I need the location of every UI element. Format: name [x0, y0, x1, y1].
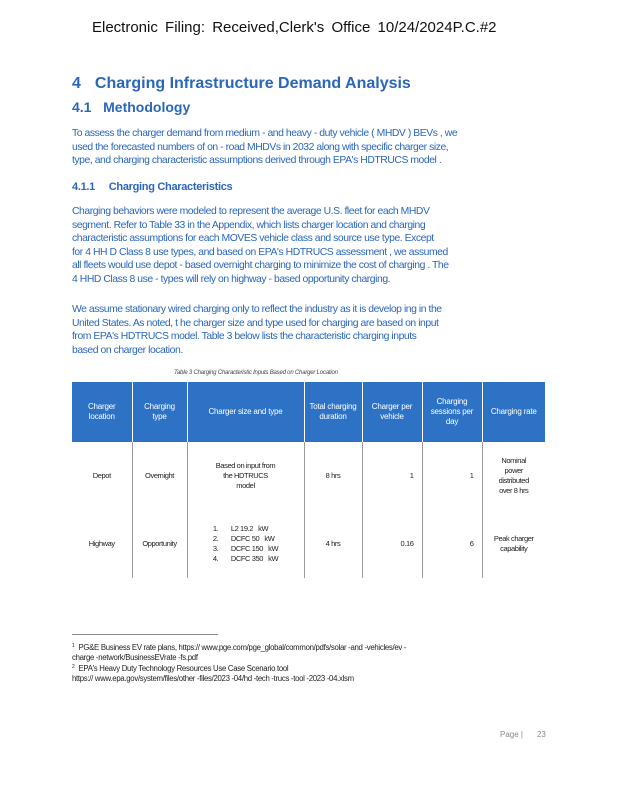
cell-rate [482, 442, 545, 510]
footnote-divider [72, 634, 218, 635]
paragraph-line-text: all fleets would use depot - based overnight charging to minimize the cost of charging . The [72, 260, 449, 271]
charging-characteristics-table [72, 382, 545, 578]
cell-location: Highway [72, 510, 132, 578]
paragraph-line: Charging behaviors were modeled to represent the average U.S. fleet for each MHDV [72, 206, 430, 217]
cell-type: Overnight [132, 442, 187, 510]
table-caption: Table 3 Charging Characteristic Inputs Based on Charger Location [174, 370, 338, 376]
paragraph-line: from EPA's HDTRUCS model. Table 3 below lists the characteristic charging inputs [72, 331, 417, 342]
footnote-mark: 1 [72, 643, 75, 649]
stationary-paragraph [72, 303, 442, 357]
subsection-number: 4.1 [72, 99, 92, 115]
cell-type: Opportunity [132, 510, 187, 578]
footnote-line[interactable]: https:// www.epa.gov/system/files/other -files/2023 -04/hd -tech -trucs -tool -2023 -04.xlsm [72, 674, 354, 683]
section-title: Charging Infrastructure Demand Analysis [94, 75, 411, 92]
column-header: Charger size and type [187, 382, 304, 442]
paragraph-line: We assume stationary wired charging only to reflect the industry as it is develop ing in the [72, 304, 442, 315]
paragraph-line: 4 HHD Class 8 use - types will rely on highway - based opportunity charging. [72, 273, 391, 285]
section-number: 4 [72, 75, 81, 92]
port-item: 1. L2 19.2 kW [212, 524, 269, 533]
subsubsection-number: 4.1.1 [72, 181, 95, 193]
footnote-line [72, 641, 406, 653]
footnote-text: EPA's Heavy Duty Technology Resources Use Case Scenario tool [78, 664, 289, 673]
subsubsection-title: Charging Characteristics [108, 181, 233, 193]
cell-location: Depot [72, 442, 132, 510]
charger-port-list [213, 524, 278, 564]
footnote-mark: 2 [72, 664, 75, 670]
column-header: Charger location [72, 382, 132, 442]
cell-per-vehicle: 0.16 [362, 510, 422, 578]
paragraph-line: To assess the charger demand from medium - and heavy - duty vehicle ( MHDV ) BEVs , we [72, 128, 458, 139]
paragraph-line: type, and charging characteristic assumptions derived through EPA's HDTRUCS model . [72, 155, 442, 166]
cell-rate-text: Nominal power distributed over 8 hrs [498, 456, 529, 495]
cell-duration: 4 hrs [304, 510, 362, 578]
footnote-1 [72, 641, 406, 663]
page-footer [500, 730, 546, 739]
filing-header: Electronic Filing: Received,Clerk's Office 10/24/2024P.C.#2 [92, 19, 497, 36]
column-header: Total charging duration [304, 382, 362, 442]
paragraph-line [72, 259, 449, 273]
cell-sessions: 1 [422, 442, 482, 510]
port-item: 3. DCFC 150 kW [212, 544, 279, 553]
behaviors-paragraph [72, 205, 449, 286]
cell-sessions: 6 [422, 510, 482, 578]
paragraph-line: characteristic assumptions for each MOVES vehicle class and source use type. Except [72, 233, 434, 244]
cell-size-text: Based on input from the HDTRUCS model [215, 461, 276, 490]
port-item: 2. DCFC 50 kW [212, 534, 275, 543]
cell-duration: 8 hrs [304, 442, 362, 510]
paragraph-line: segment. Refer to Table 33 in the Appendix, which lists charger location and charging [72, 219, 426, 231]
paragraph-line: based on charger location. [72, 344, 183, 356]
table-row [72, 510, 545, 578]
port-item: 4. DCFC 350 kW [212, 554, 279, 563]
paragraph-line: used the forecasted numbers of on - road MHDVs in 2032 along with specific charger size, [72, 141, 449, 153]
page-number: 23 [536, 730, 546, 739]
column-header: Charger per vehicle [362, 382, 422, 442]
table-row [72, 442, 545, 510]
subsubsection-heading [72, 181, 232, 193]
footnote-text[interactable]: PG&E Business EV rate plans, https:// www.pge.com/pge_global/common/pdfs/solar -and -vehicles/ev - [78, 643, 407, 652]
table-header-row [72, 382, 545, 442]
column-header: Charging rate [482, 382, 545, 442]
column-header: Charging sessions per day [422, 382, 482, 442]
cell-rate [482, 510, 545, 578]
footnote-2 [72, 662, 354, 684]
cell-rate-text: Peak charger capability [493, 534, 534, 553]
paragraph-line: for 4 HH D Class 8 use types, and based on EPA's HDTRUCS assessment , we assumed [72, 246, 448, 258]
subsection-heading [72, 99, 190, 115]
page-label: Page | [500, 730, 523, 739]
paragraph-line: United States. As noted, t he charger size and type used for charging are based on input [72, 317, 439, 329]
intro-paragraph [72, 127, 457, 168]
section-heading [72, 75, 411, 93]
footnote-line [72, 662, 354, 674]
subsection-title: Methodology [103, 99, 191, 115]
footnote-line[interactable]: charge -network/BusinessEVrate -fs.pdf [72, 653, 198, 662]
cell-size [187, 442, 304, 510]
column-header: Charging type [132, 382, 187, 442]
cell-per-vehicle: 1 [362, 442, 422, 510]
cell-size [187, 510, 304, 578]
